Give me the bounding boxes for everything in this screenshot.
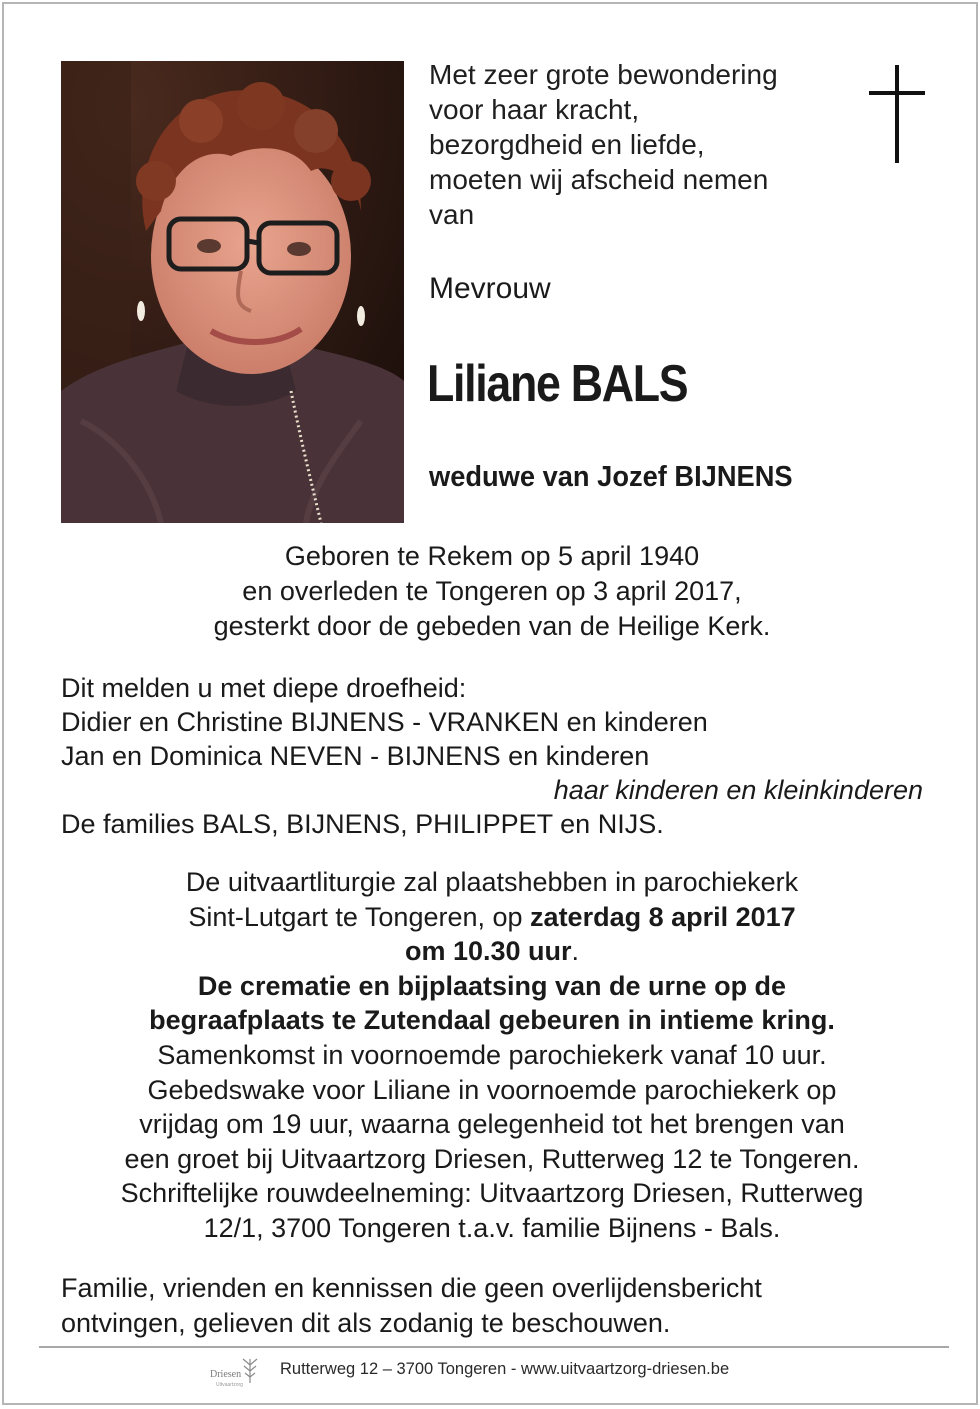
ceremony-section	[4, 865, 980, 1246]
relation-line: haar kinderen en kleinkinderen	[553, 775, 923, 805]
svg-text:Uitvaartzorg: Uitvaartzorg	[216, 1382, 243, 1388]
liturgy-time-suffix: .	[571, 936, 580, 967]
liturgy-location: Sint-Lutgart te Tongeren, op	[188, 901, 531, 932]
mourners-intro: Dit melden u met diepe droefheid:	[61, 673, 467, 703]
driesen-logo	[208, 1353, 264, 1393]
wake-line: een groet bij Uitvaartzorg Driesen, Rutterweg 12 te Tongeren.	[124, 1143, 860, 1174]
prayer-line: gesterkt door de gebeden van de Heilige Kerk.	[213, 611, 771, 641]
closing-line: Familie, vrienden en kennissen die geen overlijdensbericht	[61, 1273, 762, 1303]
footer-address: Rutterweg 12 – 3700 Tongeren - www.uitvaartzorg-driesen.be	[280, 1360, 730, 1378]
birth-death-details	[4, 539, 980, 644]
liturgy-location-line	[4, 900, 980, 935]
liturgy-line: De uitvaartliturgie zal plaatshebben in parochiekerk	[185, 867, 799, 897]
intro-line: Met zeer grote bewondering	[429, 59, 778, 90]
obituary-card	[2, 2, 978, 1405]
footer-divider	[39, 1346, 949, 1348]
cremation-text: begraafplaats te Zutendaal gebeuren in intieme kring.	[149, 1005, 835, 1036]
family-line: Jan en Dominica NEVEN - BIJNENS en kinderen	[61, 741, 650, 771]
intro-line: bezorgdheid en liefde,	[429, 129, 705, 160]
intro-line: voor haar kracht,	[429, 94, 640, 125]
cross-icon	[869, 65, 925, 163]
condolence-line: 12/1, 3700 Tongeren t.a.v. familie Bijnens - Bals.	[203, 1212, 781, 1243]
spouse-line: weduwe van Jozef BIJNENS	[429, 461, 793, 493]
honorific: Mevrouw	[429, 272, 551, 305]
liturgy-date: zaterdag 8 april 2017	[530, 901, 796, 932]
intro-line: moeten wij afscheid nemen	[429, 164, 769, 195]
intro-text	[429, 57, 849, 232]
mourners-section	[61, 671, 923, 841]
families-line: De families BALS, BIJNENS, PHILIPPET en NIJS.	[61, 809, 664, 839]
cremation-line	[4, 969, 980, 1004]
closing-line: ontvingen, gelieven dit als zodanig te beschouwen.	[61, 1308, 671, 1338]
wake-line: Gebedswake voor Liliane in voornoemde parochiekerk op	[147, 1074, 837, 1105]
cremation-line	[4, 1003, 980, 1038]
cremation-text: De crematie en bijplaatsing van de urne op de	[197, 970, 787, 1001]
death-line: en overleden te Tongeren op 3 april 2017,	[242, 576, 742, 606]
family-line: Didier en Christine BIJNENS - VRANKEN en kinderen	[61, 707, 708, 737]
closing-note	[61, 1271, 923, 1341]
liturgy-time: om 10.30 uur	[404, 936, 572, 967]
portrait-photo	[61, 61, 404, 523]
intro-line: van	[429, 199, 475, 230]
condolence-line: Schriftelijke rouwdeelneming: Uitvaartzorg Driesen, Rutterweg	[120, 1178, 864, 1209]
svg-text:Driesen: Driesen	[210, 1369, 242, 1380]
gathering-line: Samenkomst in voornoemde parochiekerk vanaf 10 uur.	[157, 1039, 827, 1070]
wake-line: vrijdag om 19 uur, waarna gelegenheid tot het brengen van	[139, 1109, 845, 1140]
liturgy-time-line	[4, 934, 980, 969]
birth-line: Geboren te Rekem op 5 april 1940	[284, 541, 700, 571]
deceased-name: Liliane BALS	[427, 355, 688, 413]
